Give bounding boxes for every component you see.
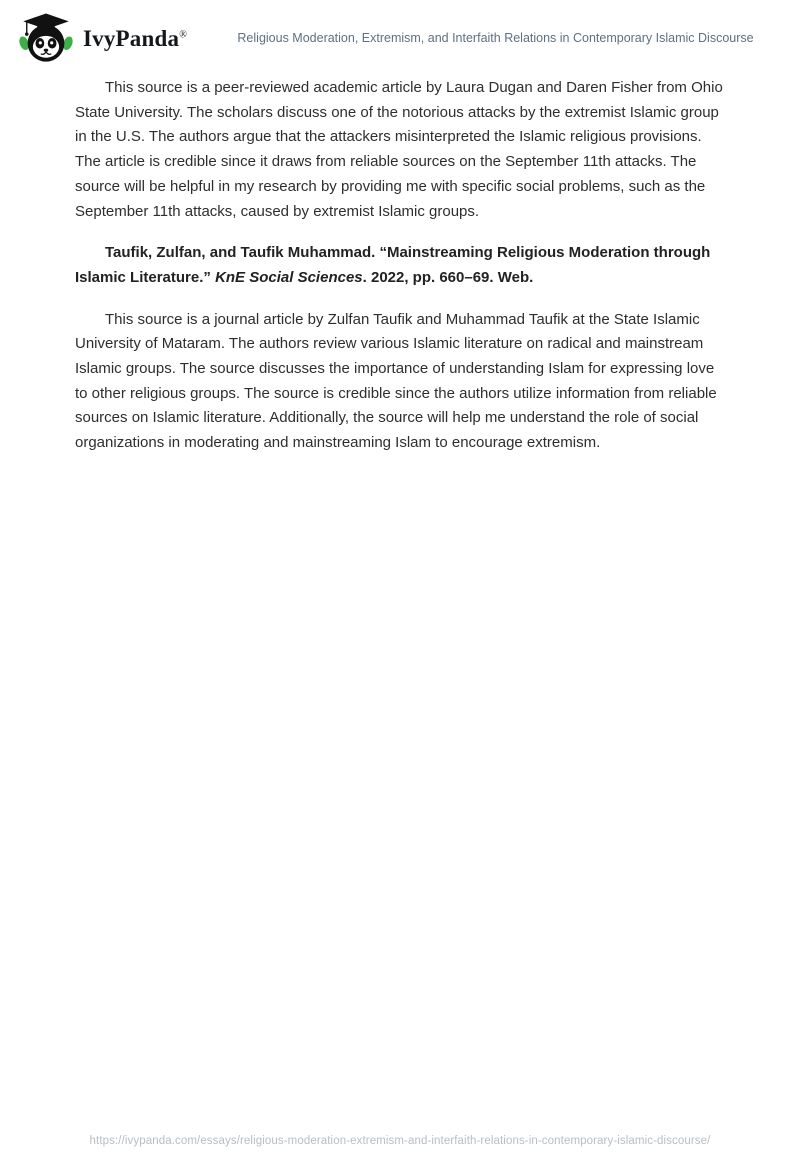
citation-authors-title: Taufik, Zulfan, and Taufik Muhammad. “Mainstreaming Religious Moderation through Islamic Literature.” [75, 244, 711, 286]
page-header [0, 0, 800, 66]
registered-mark: ® [179, 28, 187, 40]
document-body [0, 66, 800, 456]
citation-publication-info: . 2022, pp. 660–69. Web. [362, 268, 534, 286]
citation-journal-name: KnE Social Sciences [215, 268, 363, 286]
brand-wordmark: IvyPanda® [83, 25, 187, 51]
document-title: Religious Moderation, Extremism, and Interfaith Relations in Contemporary Islamic Discourse [237, 30, 754, 45]
annotation-paragraph-2: This source is a journal article by Zulfan Taufik and Muhammad Taufik at the State Islamic University of Mataram. The authors review various Islamic literature on radical and mainstream Islamic groups. The source discusses the importance of understanding Islam for expressing love to other religious groups. The source is credible since the authors utilize information from reliable sources on Islamic literature. Additionally, the source will help me understand the role of social organizations in moderating and mainstreaming Islam to encourage extremism. [75, 310, 717, 452]
citation-entry [75, 241, 724, 290]
source-url: https://ivypanda.com/essays/religious-moderation-extremism-and-interfaith-relations-in-contemporary-islamic-discourse/ [89, 1135, 711, 1147]
page-footer [0, 1135, 800, 1147]
ivypanda-panda-icon [18, 10, 74, 66]
annotation-paragraph-1: This source is a peer-reviewed academic article by Laura Dugan and Daren Fisher from Ohio State University. The scholars discuss one of the notorious attacks by the extremist Islamic group in the U.S. The authors argue that the attackers misinterpreted the Islamic religious provisions. The article is credible since it draws from reliable sources on the September 11th attacks. The source will be helpful in my research by providing me with specific social problems, such as the September 11th attacks, caused by extremist Islamic groups. [75, 79, 723, 220]
ivypanda-logo[interactable] [18, 10, 187, 66]
